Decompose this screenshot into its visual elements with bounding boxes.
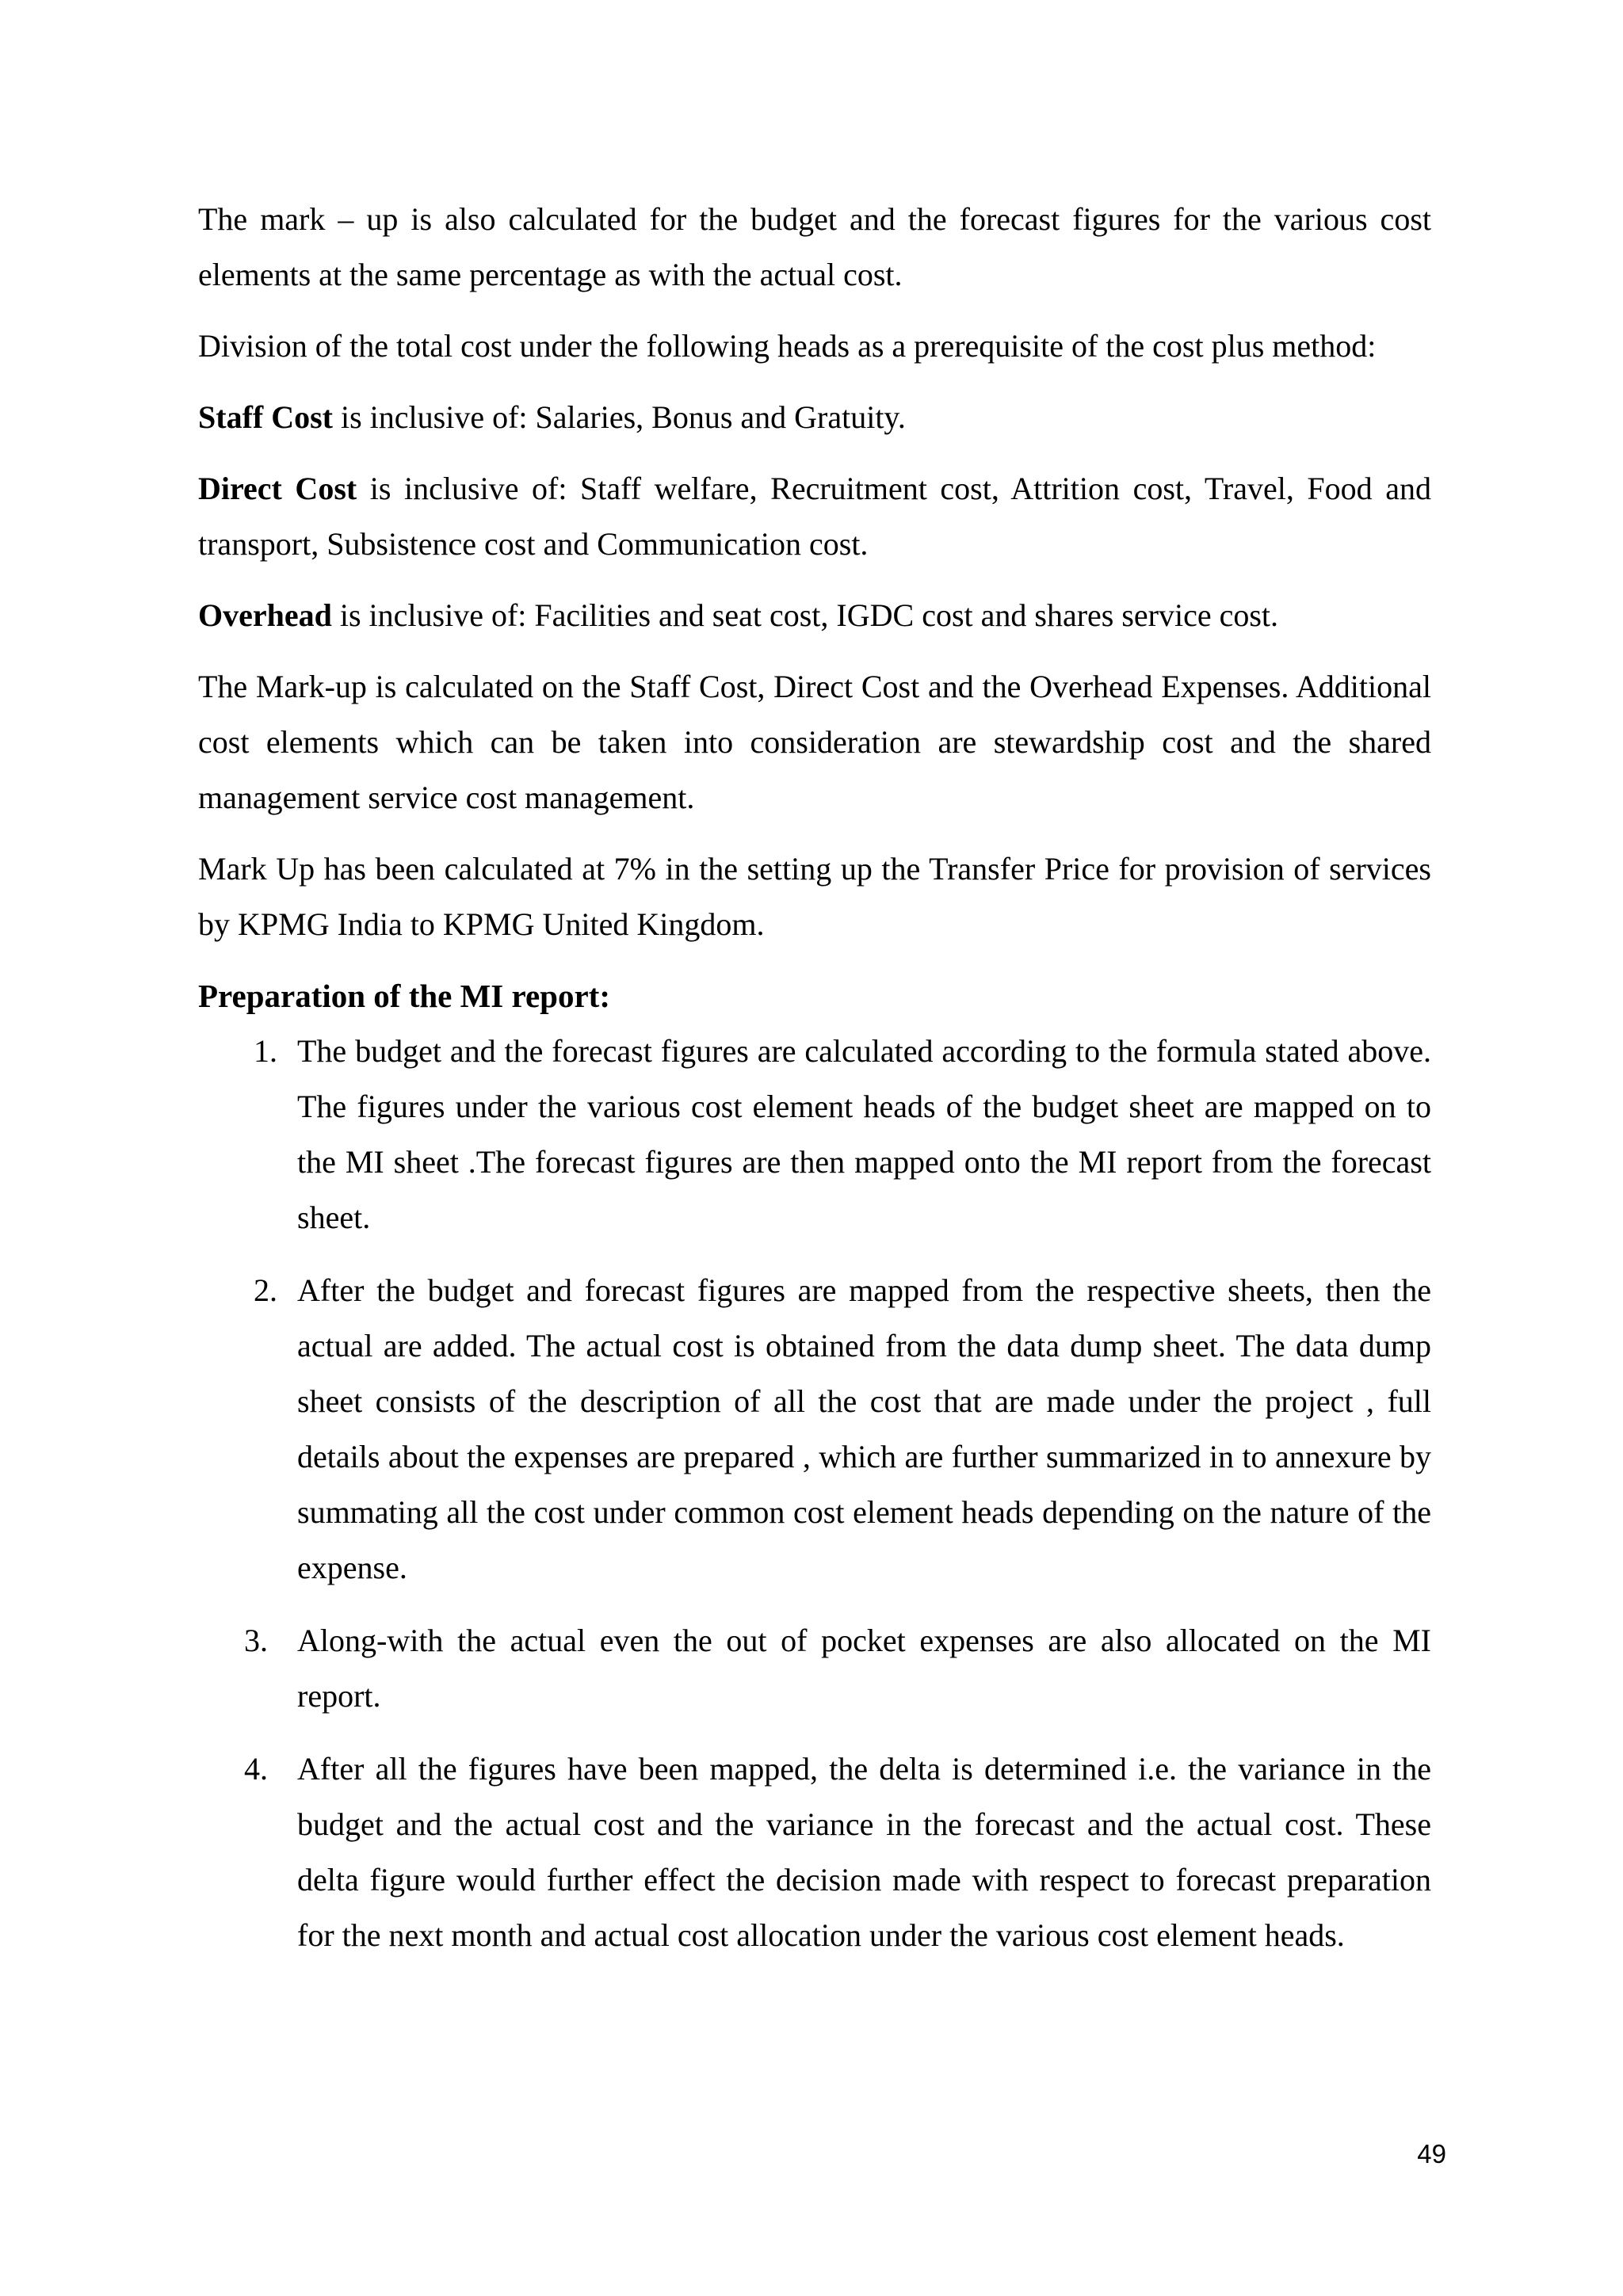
document-page — [198, 192, 1431, 1981]
paragraph-staff-cost — [198, 390, 1431, 445]
paragraph-direct-cost — [198, 461, 1431, 572]
list-item-number: 1. — [254, 1033, 277, 1069]
list-item — [198, 1024, 1431, 1245]
list-item — [198, 1613, 1431, 1724]
list-item — [198, 1263, 1431, 1596]
mi-report-steps-list — [198, 1024, 1431, 1963]
staff-cost-text: is inclusive of: Salaries, Bonus and Gratuity. — [332, 399, 906, 435]
list-item-text: The budget and the forecast figures are calculated according to the formula stated above. The figures under the various cost element heads of the budget sheet are mapped on to the MI sheet .The forecast figures are then mapped onto the MI report from the forecast sheet. — [297, 1033, 1431, 1235]
list-item-text: After the budget and forecast figures are mapped from the respective sheets, then the actual are added. The actual cost is obtained from the data dump sheet. The data dump sheet consists of the description of all the cost that are made under the project , full details about the expenses are prepared , which are further summarized in to annexure by summating all the cost under common cost element heads depending on the nature of the expense. — [297, 1272, 1431, 1585]
list-item-text: After all the figures have been mapped, the delta is determined i.e. the variance in the budget and the actual cost and the variance in the forecast and the actual cost. These delta figure would further effect the decision made with respect to forecast preparation for the next month and actual cost allocation under the various cost element heads. — [297, 1751, 1431, 1953]
direct-cost-text: is inclusive of: Staff welfare, Recruitment cost, Attrition cost, Travel, Food and transport, Subsistence cost and Communication cost. — [198, 471, 1431, 562]
paragraph-cost-division: Division of the total cost under the following heads as a prerequisite of the cost plus method: — [198, 328, 1377, 364]
page-number: 49 — [1417, 2139, 1446, 2168]
paragraph-overhead — [198, 588, 1431, 643]
paragraph-transfer-price: Mark Up has been calculated at 7% in the setting up the Transfer Price for provision of services by KPMG India to KPMG United Kingdom. — [198, 851, 1431, 942]
section-heading: Preparation of the MI report: — [198, 978, 610, 1014]
direct-cost-label: Direct Cost — [198, 471, 357, 506]
paragraph-markup-intro: The mark – up is also calculated for the budget and the forecast figures for the various cost elements at the same percentage as with the actual cost. — [198, 201, 1431, 292]
list-item-number: 4. — [244, 1751, 268, 1787]
list-item-number: 3. — [244, 1623, 268, 1658]
paragraph-markup-calculation: The Mark-up is calculated on the Staff Cost, Direct Cost and the Overhead Expenses. Additional cost elements which can be taken into consideration are stewardship cost and the shared management service cost management. — [198, 669, 1431, 815]
overhead-label: Overhead — [198, 597, 332, 633]
overhead-text: is inclusive of: Facilities and seat cost, IGDC cost and shares service cost. — [331, 597, 1279, 633]
staff-cost-label: Staff Cost — [198, 399, 333, 435]
list-item-number: 2. — [254, 1272, 277, 1308]
list-item-text: Along-with the actual even the out of pocket expenses are also allocated on the MI report. — [297, 1623, 1431, 1714]
list-item — [198, 1741, 1431, 1963]
